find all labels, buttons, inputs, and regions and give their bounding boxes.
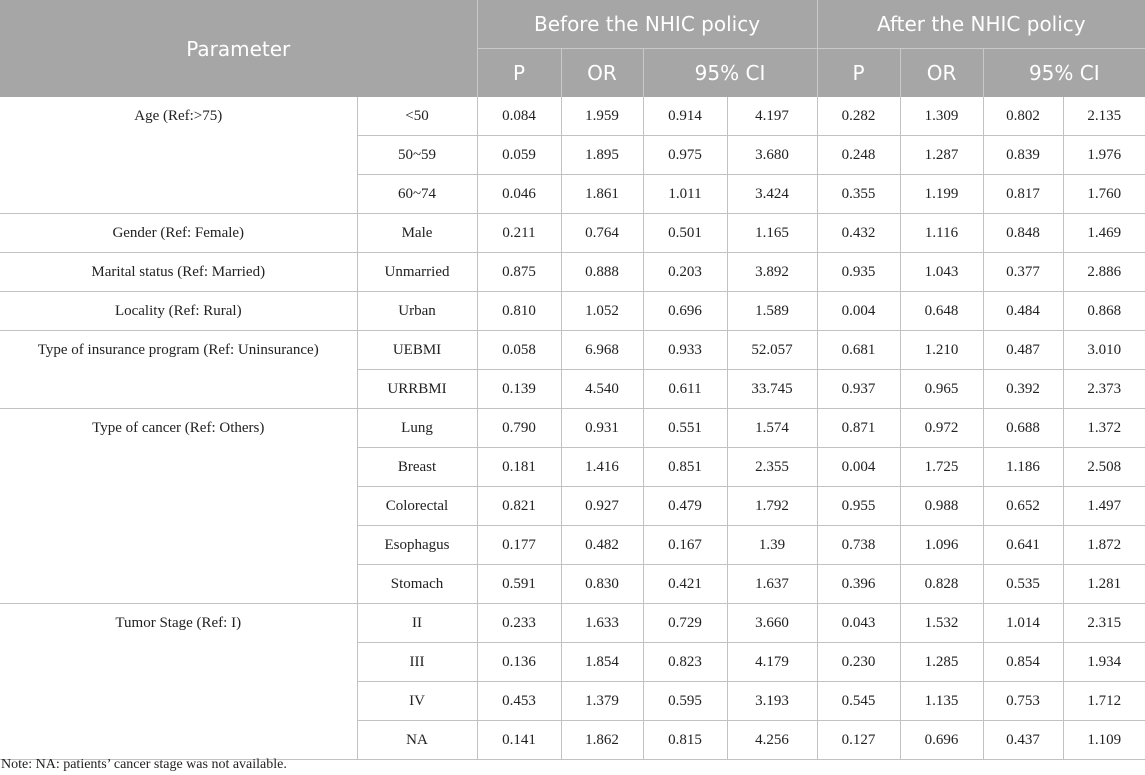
after-ci-lower-cell: 0.848 — [983, 214, 1063, 253]
after-ci-lower-cell: 0.753 — [983, 682, 1063, 721]
after-or-cell: 1.116 — [900, 214, 983, 253]
after-ci-upper-cell: 1.109 — [1063, 721, 1145, 760]
before-ci-lower-cell: 0.975 — [643, 136, 727, 175]
after-ci-upper-cell: 2.135 — [1063, 97, 1145, 136]
after-or-cell: 0.965 — [900, 370, 983, 409]
after-ci-lower-cell: 1.014 — [983, 604, 1063, 643]
before-p-cell: 0.136 — [477, 643, 561, 682]
table-note: Note: NA: patients’ cancer stage was not available. — [1, 757, 287, 772]
after-p-cell: 0.681 — [817, 331, 900, 370]
before-p-cell: 0.139 — [477, 370, 561, 409]
after-ci-upper-cell: 1.934 — [1063, 643, 1145, 682]
level-cell: Male — [357, 214, 477, 253]
before-policy-header: Before the NHIC policy — [477, 0, 817, 49]
after-or-cell: 1.285 — [900, 643, 983, 682]
level-cell: <50 — [357, 97, 477, 136]
level-cell: Stomach — [357, 565, 477, 604]
before-p-header: P — [477, 49, 561, 98]
before-ci-upper-cell: 2.355 — [727, 448, 817, 487]
group-label: Tumor Stage (Ref: I) — [0, 604, 357, 760]
after-p-cell: 0.282 — [817, 97, 900, 136]
after-ci-upper-cell: 1.372 — [1063, 409, 1145, 448]
before-p-cell: 0.177 — [477, 526, 561, 565]
level-cell: Unmarried — [357, 253, 477, 292]
after-ci-lower-cell: 0.487 — [983, 331, 1063, 370]
after-p-cell: 0.355 — [817, 175, 900, 214]
before-ci-lower-cell: 0.815 — [643, 721, 727, 760]
after-p-cell: 0.432 — [817, 214, 900, 253]
before-or-cell: 1.861 — [561, 175, 643, 214]
after-ci-lower-cell: 1.186 — [983, 448, 1063, 487]
before-or-cell: 0.764 — [561, 214, 643, 253]
level-cell: NA — [357, 721, 477, 760]
after-ci-upper-cell: 1.760 — [1063, 175, 1145, 214]
before-ci-lower-cell: 0.823 — [643, 643, 727, 682]
before-p-cell: 0.875 — [477, 253, 561, 292]
after-p-cell: 0.127 — [817, 721, 900, 760]
level-cell: IV — [357, 682, 477, 721]
before-p-cell: 0.591 — [477, 565, 561, 604]
before-or-cell: 1.959 — [561, 97, 643, 136]
before-ci-upper-cell: 1.589 — [727, 292, 817, 331]
group-label: Marital status (Ref: Married) — [0, 253, 357, 292]
after-p-cell: 0.004 — [817, 292, 900, 331]
level-cell: 50~59 — [357, 136, 477, 175]
before-ci-upper-cell: 33.745 — [727, 370, 817, 409]
table-row — [0, 409, 1145, 448]
before-p-cell: 0.211 — [477, 214, 561, 253]
after-ci-lower-cell: 0.377 — [983, 253, 1063, 292]
before-p-cell: 0.233 — [477, 604, 561, 643]
table-row — [0, 331, 1145, 370]
before-or-cell: 0.830 — [561, 565, 643, 604]
before-ci-upper-cell: 3.680 — [727, 136, 817, 175]
before-ci-upper-cell: 1.792 — [727, 487, 817, 526]
before-ci-lower-cell: 0.914 — [643, 97, 727, 136]
after-or-cell: 1.135 — [900, 682, 983, 721]
table-row — [0, 97, 1145, 136]
before-ci-lower-cell: 0.551 — [643, 409, 727, 448]
level-cell: URRBMI — [357, 370, 477, 409]
after-ci-lower-cell: 0.839 — [983, 136, 1063, 175]
after-or-cell: 0.696 — [900, 721, 983, 760]
table-row — [0, 214, 1145, 253]
before-or-cell: 0.888 — [561, 253, 643, 292]
after-policy-header: After the NHIC policy — [817, 0, 1145, 49]
before-or-cell: 1.052 — [561, 292, 643, 331]
before-or-cell: 0.931 — [561, 409, 643, 448]
after-ci-upper-cell: 1.469 — [1063, 214, 1145, 253]
before-ci-upper-cell: 4.197 — [727, 97, 817, 136]
before-p-cell: 0.084 — [477, 97, 561, 136]
after-ci-upper-cell: 2.315 — [1063, 604, 1145, 643]
after-or-cell: 0.648 — [900, 292, 983, 331]
before-p-cell: 0.790 — [477, 409, 561, 448]
before-p-cell: 0.046 — [477, 175, 561, 214]
before-ci-lower-cell: 0.933 — [643, 331, 727, 370]
level-cell: Urban — [357, 292, 477, 331]
before-or-header: OR — [561, 49, 643, 98]
after-p-cell: 0.871 — [817, 409, 900, 448]
after-ci-lower-cell: 0.484 — [983, 292, 1063, 331]
level-cell: Breast — [357, 448, 477, 487]
group-label: Gender (Ref: Female) — [0, 214, 357, 253]
level-cell: Esophagus — [357, 526, 477, 565]
after-or-header: OR — [900, 49, 983, 98]
after-or-cell: 1.287 — [900, 136, 983, 175]
level-cell: UEBMI — [357, 331, 477, 370]
after-ci-upper-cell: 2.373 — [1063, 370, 1145, 409]
before-or-cell: 1.895 — [561, 136, 643, 175]
after-ci-lower-cell: 0.392 — [983, 370, 1063, 409]
after-p-cell: 0.396 — [817, 565, 900, 604]
before-ci-lower-cell: 0.479 — [643, 487, 727, 526]
before-or-cell: 1.379 — [561, 682, 643, 721]
before-ci-upper-cell: 52.057 — [727, 331, 817, 370]
after-ci-upper-cell: 1.497 — [1063, 487, 1145, 526]
before-ci-lower-cell: 0.421 — [643, 565, 727, 604]
level-cell: Colorectal — [357, 487, 477, 526]
before-or-cell: 0.927 — [561, 487, 643, 526]
before-or-cell: 1.854 — [561, 643, 643, 682]
before-or-cell: 4.540 — [561, 370, 643, 409]
after-p-cell: 0.043 — [817, 604, 900, 643]
before-ci-lower-cell: 0.501 — [643, 214, 727, 253]
after-or-cell: 0.828 — [900, 565, 983, 604]
before-ci-lower-cell: 0.696 — [643, 292, 727, 331]
after-or-cell: 1.199 — [900, 175, 983, 214]
after-ci-upper-cell: 2.508 — [1063, 448, 1145, 487]
before-or-cell: 1.416 — [561, 448, 643, 487]
after-or-cell: 1.725 — [900, 448, 983, 487]
before-or-cell: 6.968 — [561, 331, 643, 370]
before-p-cell: 0.058 — [477, 331, 561, 370]
level-cell: 60~74 — [357, 175, 477, 214]
after-ci-lower-cell: 0.641 — [983, 526, 1063, 565]
after-or-cell: 1.096 — [900, 526, 983, 565]
before-p-cell: 0.821 — [477, 487, 561, 526]
before-ci-upper-cell: 4.256 — [727, 721, 817, 760]
after-or-cell: 1.043 — [900, 253, 983, 292]
before-ci-lower-cell: 0.851 — [643, 448, 727, 487]
after-p-cell: 0.937 — [817, 370, 900, 409]
after-ci-upper-cell: 0.868 — [1063, 292, 1145, 331]
level-cell: Lung — [357, 409, 477, 448]
before-ci-header: 95% CI — [643, 49, 817, 98]
after-or-cell: 1.210 — [900, 331, 983, 370]
before-p-cell: 0.059 — [477, 136, 561, 175]
after-p-cell: 0.545 — [817, 682, 900, 721]
before-or-cell: 1.633 — [561, 604, 643, 643]
after-ci-upper-cell: 1.976 — [1063, 136, 1145, 175]
before-ci-lower-cell: 1.011 — [643, 175, 727, 214]
after-p-header: P — [817, 49, 900, 98]
after-ci-upper-cell: 3.010 — [1063, 331, 1145, 370]
after-ci-lower-cell: 0.535 — [983, 565, 1063, 604]
after-p-cell: 0.248 — [817, 136, 900, 175]
after-p-cell: 0.935 — [817, 253, 900, 292]
table-body — [0, 97, 1145, 760]
after-ci-upper-cell: 1.872 — [1063, 526, 1145, 565]
before-ci-lower-cell: 0.167 — [643, 526, 727, 565]
before-ci-lower-cell: 0.729 — [643, 604, 727, 643]
group-label: Age (Ref:>75) — [0, 97, 357, 214]
after-ci-upper-cell: 1.712 — [1063, 682, 1145, 721]
after-p-cell: 0.738 — [817, 526, 900, 565]
after-ci-lower-cell: 0.652 — [983, 487, 1063, 526]
after-ci-lower-cell: 0.688 — [983, 409, 1063, 448]
after-ci-lower-cell: 0.854 — [983, 643, 1063, 682]
after-p-cell: 0.230 — [817, 643, 900, 682]
before-p-cell: 0.453 — [477, 682, 561, 721]
before-ci-upper-cell: 1.637 — [727, 565, 817, 604]
parameter-header: Parameter — [0, 0, 477, 97]
table-header — [0, 0, 1145, 97]
level-cell: III — [357, 643, 477, 682]
before-ci-lower-cell: 0.595 — [643, 682, 727, 721]
before-ci-upper-cell: 1.165 — [727, 214, 817, 253]
after-ci-lower-cell: 0.802 — [983, 97, 1063, 136]
table-row — [0, 604, 1145, 643]
table-row — [0, 253, 1145, 292]
before-p-cell: 0.810 — [477, 292, 561, 331]
before-p-cell: 0.181 — [477, 448, 561, 487]
before-ci-upper-cell: 4.179 — [727, 643, 817, 682]
group-label: Type of cancer (Ref: Others) — [0, 409, 357, 604]
after-or-cell: 0.988 — [900, 487, 983, 526]
after-ci-upper-cell: 1.281 — [1063, 565, 1145, 604]
before-ci-lower-cell: 0.203 — [643, 253, 727, 292]
after-ci-lower-cell: 0.817 — [983, 175, 1063, 214]
level-cell: II — [357, 604, 477, 643]
after-ci-header: 95% CI — [983, 49, 1145, 98]
before-p-cell: 0.141 — [477, 721, 561, 760]
before-ci-lower-cell: 0.611 — [643, 370, 727, 409]
before-ci-upper-cell: 1.574 — [727, 409, 817, 448]
group-label: Locality (Ref: Rural) — [0, 292, 357, 331]
before-ci-upper-cell: 1.39 — [727, 526, 817, 565]
before-or-cell: 0.482 — [561, 526, 643, 565]
before-or-cell: 1.862 — [561, 721, 643, 760]
before-ci-upper-cell: 3.193 — [727, 682, 817, 721]
after-or-cell: 0.972 — [900, 409, 983, 448]
before-ci-upper-cell: 3.424 — [727, 175, 817, 214]
after-or-cell: 1.532 — [900, 604, 983, 643]
before-ci-upper-cell: 3.892 — [727, 253, 817, 292]
before-ci-upper-cell: 3.660 — [727, 604, 817, 643]
after-or-cell: 1.309 — [900, 97, 983, 136]
table-row — [0, 292, 1145, 331]
after-p-cell: 0.004 — [817, 448, 900, 487]
after-ci-lower-cell: 0.437 — [983, 721, 1063, 760]
after-p-cell: 0.955 — [817, 487, 900, 526]
after-ci-upper-cell: 2.886 — [1063, 253, 1145, 292]
group-label: Type of insurance program (Ref: Uninsurance) — [0, 331, 357, 409]
